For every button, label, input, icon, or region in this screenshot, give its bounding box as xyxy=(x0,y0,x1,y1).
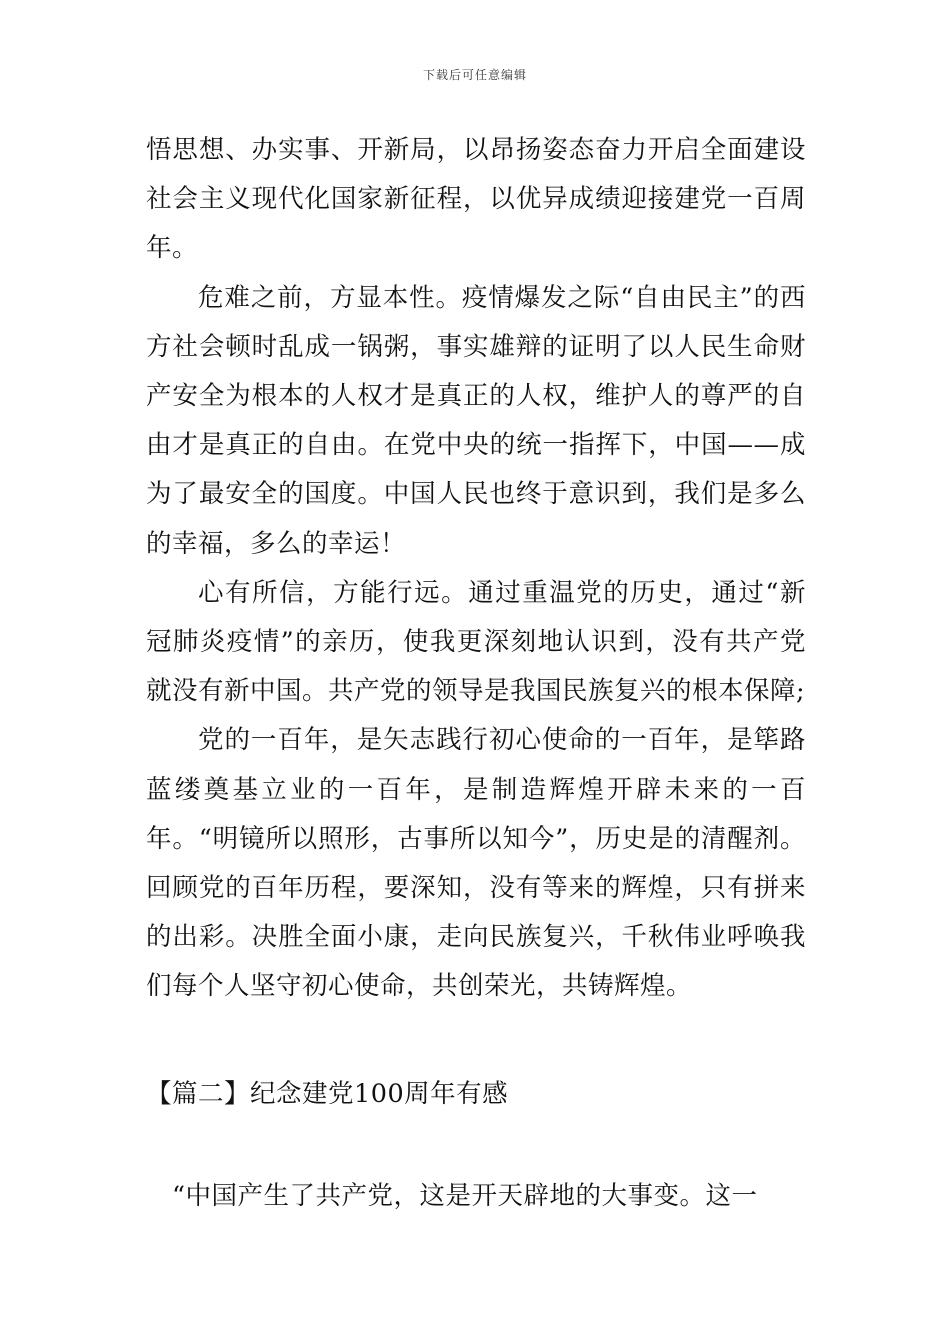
paragraph-1: 悟思想、办实事、开新局，以昂扬姿态奋力开启全面建设社会主义现代化国家新征程，以优异成绩迎接建党一百周年。 xyxy=(146,135,806,264)
section-title: 【篇二】纪念建党100周年有感 xyxy=(146,1079,509,1109)
paragraph-2: 危难之前，方显本性。疫情爆发之际“自由民主”的西方社会顿时乱成一锅粥，事实雄辩的证明了以人民生命财产安全为根本的人权才是真正的人权，维护人的尊严的自由才是真正的自由。在党中央的统一指挥下，中国——成为了最安全的国度。中国人民也终于意识到，我们是多么的幸福，多么的幸运！ xyxy=(146,282,806,559)
trailing-paragraph-container xyxy=(146,1172,806,1221)
document-body xyxy=(146,126,806,1012)
paragraph-4: 党的一百年，是矢志践行初心使命的一百年，是筚路蓝缕奠基立业的一百年，是制造辉煌开辟未来的一百年。“明镜所以照形，古事所以知今”，历史是的清醒剂。回顾党的百年历程，要深知，没有等来的辉煌，只有拼来的出彩。决胜全面小康，走向民族复兴，千秋伟业呼唤我们每个人坚守初心使命，共创荣光，共铸辉煌。 xyxy=(146,725,806,1002)
trailing-paragraph: “中国产生了共产党，这是开天辟地的大事变。这一 xyxy=(172,1181,758,1211)
paragraph-3: 心有所信，方能行远。通过重温党的历史，通过“新冠肺炎疫情”的亲历，使我更深刻地认识到，没有共产党就没有新中国。共产党的领导是我国民族复兴的根本保障; xyxy=(146,577,806,707)
page-header-note: 下载后可任意编辑 xyxy=(422,68,527,82)
